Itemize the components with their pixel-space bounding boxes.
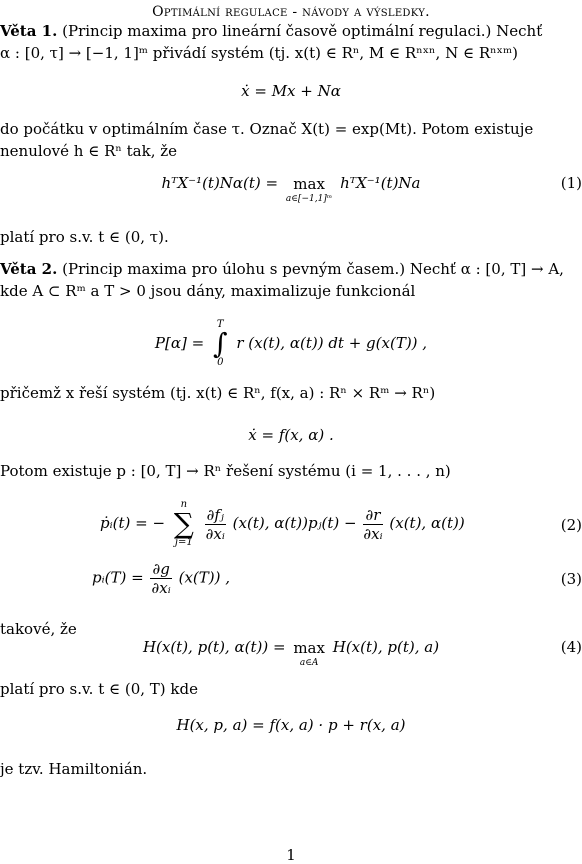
theorem-1-equation-1 [0, 174, 582, 204]
theorem-1-line-2: α : [0, τ] → [−1, 1]ᵐ přivádí systém (tj. x(t) ∈ Rⁿ, M ∈ Rⁿˣⁿ, N ∈ Rⁿˣᵐ) [0, 44, 519, 62]
eq2-frac1-den: ∂xᵢ [205, 524, 225, 543]
theorem-2-line-6: platí pro s.v. t ∈ (0, T) kde [0, 680, 198, 698]
sum-operator [174, 500, 194, 548]
integral-lower: 0 [217, 357, 224, 368]
theorem-2-line-3: přičemž x řeší systém (tj. x(t) ∈ Rⁿ, f(x, a) : Rⁿ × Rᵐ → Rⁿ) [0, 384, 436, 402]
eq4-max: max [293, 639, 325, 657]
theorem-2-line-5: takové, že [0, 620, 77, 638]
theorem-2-functional [0, 320, 582, 368]
page-number: 1 [286, 846, 296, 864]
integral-sign: ∫ [212, 327, 228, 360]
eq2-frac1-num: ∂fⱼ [206, 505, 224, 524]
theorem-1-line-4: nenulové h ∈ Rⁿ tak, že [0, 142, 178, 160]
page-title: Optimální regulace - návody a výsledky. [152, 4, 430, 20]
theorem-1-intro [0, 20, 582, 42]
theorem-2-line-7: je tzv. Hamiltonián. [0, 760, 148, 778]
eq2-frac2-num: ∂r [363, 506, 382, 525]
theorem-2-system: ẋ = f(x, α) . [248, 426, 334, 444]
eq2-fraction-1 [205, 506, 226, 543]
theorem-1-line-5: platí pro s.v. t ∈ (0, τ). [0, 228, 169, 246]
integral-upper: T [216, 319, 224, 330]
theorem-2-line-4: Potom existuje p : [0, T] → Rⁿ řešení systému (i = 1, . . . , n) [0, 462, 451, 480]
functional-right: r (x(t), α(t)) dt + g(x(T)) , [236, 334, 428, 352]
eq3-fraction [150, 560, 171, 597]
equation-number-1: (1) [560, 174, 582, 192]
theorem-1-line-3: do počátku v optimálním čase τ. Označ X(t) = exp(Mt). Potom existuje [0, 120, 534, 138]
theorem-2-equation-4 [0, 638, 582, 670]
eq1-right: hᵀX⁻¹(t)Na [340, 174, 421, 192]
eq4-max-sub: a∈A [299, 658, 319, 668]
eq2-left: ṗᵢ(t) = − [100, 514, 166, 532]
eq1-max: max [293, 175, 325, 193]
eq3-left: pᵢ(T) = [92, 568, 144, 587]
theorem-2-intro [0, 258, 582, 280]
theorem-2-equation-2 [100, 500, 582, 556]
theorem-2-line-2: kde A ⊂ Rᵐ a T > 0 jsou dány, maximalizuje funkcionál [0, 282, 416, 300]
theorem-2-line-1: (Princip maxima pro úlohu s pevným časem.) Nechť α : [0, T] → A, [62, 260, 564, 278]
equation-number-3: (3) [560, 570, 582, 588]
functional-left: P[α] = [154, 334, 205, 352]
equation-number-2: (2) [560, 516, 582, 534]
theorem-1-label: Věta 1. [0, 22, 58, 40]
eq1-left: hᵀX⁻¹(t)Nα(t) = [161, 174, 279, 192]
eq2-mid: (x(t), α(t))pⱼ(t) − [232, 514, 357, 532]
eq2-fraction-2 [363, 506, 382, 543]
theorem-2-equation-3 [92, 560, 582, 604]
theorem-2-label: Věta 2. [0, 260, 58, 278]
eq4-left: H(x(t), p(t), α(t)) = [142, 638, 286, 656]
equation-number-4: (4) [560, 638, 582, 656]
sum-sign: ∑ [173, 507, 194, 540]
sum-lower: j=1 [174, 537, 193, 548]
hamiltonian-definition: H(x, p, a) = f(x, a) · p + r(x, a) [176, 716, 406, 734]
eq3-frac-num: ∂g [152, 560, 170, 578]
theorem-1-line-1: (Princip maxima pro lineární časově optimální regulaci.) Nechť [62, 22, 543, 40]
eq2-frac2-den: ∂xᵢ [363, 524, 383, 543]
eq4-max-operator [293, 638, 325, 668]
theorem-1-equation-system: ẋ = Mx + Nα [241, 82, 341, 100]
sum-upper: n [180, 499, 188, 510]
eq3-right: (x(T)) , [178, 568, 231, 587]
integral-operator [213, 320, 228, 368]
eq3-frac-den: ∂xᵢ [151, 579, 171, 597]
eq1-max-operator [286, 174, 332, 204]
eq1-max-sub: a∈[−1,1]ᵐ [285, 194, 333, 204]
eq4-right: H(x(t), p(t), a) [332, 638, 440, 656]
eq2-right: (x(t), α(t)) [389, 514, 465, 532]
